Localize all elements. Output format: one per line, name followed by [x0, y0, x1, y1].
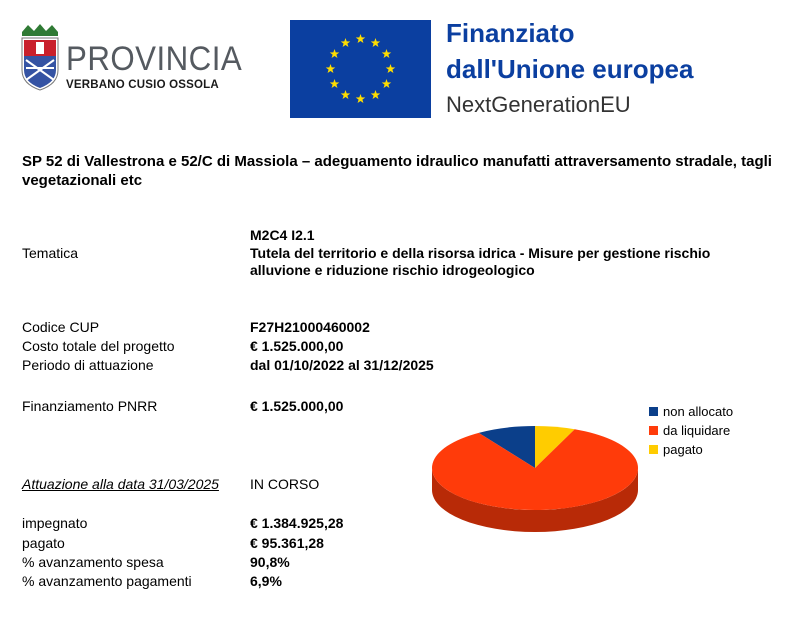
impegnato-label: impegnato	[22, 515, 88, 531]
legend-label: pagato	[663, 442, 703, 457]
costo-label: Costo totale del progetto	[22, 338, 175, 354]
cup-label: Codice CUP	[22, 319, 100, 335]
shield-icon	[22, 38, 58, 90]
tematica-code: M2C4 I2.1	[250, 227, 315, 243]
avanzamento-pagamenti-label: % avanzamento pagamenti	[22, 573, 192, 589]
eu-title-line1: Finanziato	[446, 18, 575, 48]
cup-value: F27H21000460002	[250, 319, 370, 335]
legend-label: da liquidare	[663, 423, 731, 438]
legend-swatch	[649, 445, 658, 454]
costo-value: € 1.525.000,00	[250, 338, 344, 354]
impegnato-value: € 1.384.925,28	[250, 515, 344, 531]
tematica-value: Tutela del territorio e della risorsa idrica - Misure per gestione rischio alluvione e riduzione rischio idrogeologico	[250, 245, 711, 278]
periodo-label: Periodo di attuazione	[22, 357, 154, 373]
legend-item-pagato	[649, 442, 703, 457]
periodo-value: dal 01/10/2022 al 31/12/2025	[250, 357, 434, 373]
pagato-value: € 95.361,28	[250, 535, 324, 551]
crown-icon	[22, 24, 58, 36]
avanzamento-pagamenti-value: 6,9%	[250, 573, 282, 589]
pagato-label: pagato	[22, 535, 65, 551]
eu-nextgeneration: NextGenerationEU	[446, 92, 631, 117]
eu-flag-icon	[290, 20, 431, 118]
attuazione-status: IN CORSO	[250, 476, 320, 492]
legend-item-da-liquidare	[649, 423, 730, 438]
provincia-name: PROVINCIA	[66, 40, 243, 78]
legend-label: non allocato	[663, 404, 734, 419]
legend-swatch	[649, 407, 658, 416]
eu-title-line2: dall'Unione europea	[446, 54, 694, 84]
provincia-subtitle: VERBANO CUSIO OSSOLA	[66, 79, 219, 91]
pnrr-value: € 1.525.000,00	[250, 398, 344, 414]
legend-item-non-allocato	[649, 404, 733, 419]
tematica-label: Tematica	[22, 245, 79, 261]
avanzamento-spesa-label: % avanzamento spesa	[22, 554, 164, 570]
project-title: SP 52 di Vallestrona e 52/C di Massiola – adeguamento idraulico manufatti attraversamento stradale, tagli vegetazionali etc	[22, 153, 772, 189]
pnrr-label: Finanziamento PNRR	[22, 398, 158, 414]
legend-swatch	[649, 426, 658, 435]
pie-chart	[420, 410, 650, 550]
attuazione-label: Attuazione alla data 31/03/2025	[22, 476, 219, 492]
avanzamento-spesa-value: 90,8%	[250, 554, 290, 570]
